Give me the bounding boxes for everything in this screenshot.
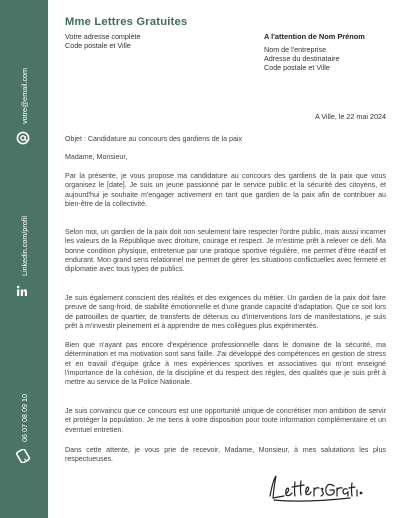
phone-icon [16,449,30,468]
recipient-city: Code postale et Ville [264,63,330,73]
sender-address: Votre adresse complète [65,32,141,41]
letter-object: Objet : Candidature au concours des gardiens de la paix [65,135,243,143]
signature-image [264,470,364,508]
letter-paragraph-3: Je suis également conscient des réalités et des exigences du métier. Un gardien de la paix doit faire preuve de sang-froid, de stabilité émotionnelle et d'une grande capacité d'adaptation. Que ce soit lors de patrouilles de quartier, de transferts de détenus ou d'interventions lors de manifestations, je suis prêt à m'investir pleinement et à apprendre de mes collègues plus expérimentés. [65,294,386,330]
sender-city: Code postale et Ville [65,41,131,51]
linkedin-icon [16,284,28,302]
recipient-company: Nom de l'entreprise [264,45,327,54]
sender-name: Mme Lettres Gratuites [65,16,188,28]
letter-date: A Ville, le 22 mai 2024 [315,112,386,121]
sender-address-block [65,32,141,50]
letter-paragraph-4: Bien que n'ayant pas encore d'expérience professionnelle dans le domaine de la sécurité, ma détermination et ma motivation sont sans faille. J'ai développé des compétences en gestion de stress et en travail d'équipe grâce à mes expériences sportives et associatives qui m'ont enseigné l'importance de la cohésion, de la discipline et du respect des règles, des qualités que je suis prêt à mettre au service de la Police Nationale. [65,341,386,387]
letter-greeting: Madame, Monsieur, [65,153,128,161]
recipient-address-block [264,45,340,73]
recipient-attention: A l'attention de Nom Prénom [264,32,365,41]
sidebar-phone[interactable]: 06 07 08 09 10 [20,394,29,442]
sidebar-email[interactable]: votre@email.com [20,67,29,124]
letter-paragraph-2: Selon moi, un gardien de la paix doit non seulement faire respecter l'ordre public, mais aussi incarner les valeurs de la République avec droiture, courage et respect. Je m'estime prêt à relever ce défi. Ma bonne condition physique, entretenue par une pratique sportive régulière, me permet d'être réactif et endurant. Mon grand sens relationnel me permet de gérer les situations conflictuelles avec fermeté et diplomatie avec tous types de publics. [65,228,386,274]
at-sign-icon [16,131,30,150]
letter-paragraph-5: Je suis convaincu que ce concours est une opportunité unique de concrétiser mon ambition de servir et protéger la population. Je me tiens à votre disposition pour toute information complémentaire et un éventuel entretien. [65,407,386,434]
letter-paragraph-1: Par la présente, je vous propose ma candidature au concours des gardiens de la paix que vous organisez le [date]. Je suis un jeune passionné par le service public et la sécurité des citoyens, et aujourd'hui je souhaite m'engager activement en tant que gardien de la paix afin de contribuer au bien-être de la collectivité. [65,172,386,208]
letter-paragraph-6: Dans cette attente, je vous prie de recevoir, Madame, Monsieur, à mes salutations les plus respectueuses. [65,446,386,464]
sidebar-linkedin[interactable]: Linkedin.com/profil [20,216,29,276]
letter-page [48,0,400,518]
recipient-address: Adresse du destinataire [264,54,340,64]
contact-sidebar [0,0,48,518]
